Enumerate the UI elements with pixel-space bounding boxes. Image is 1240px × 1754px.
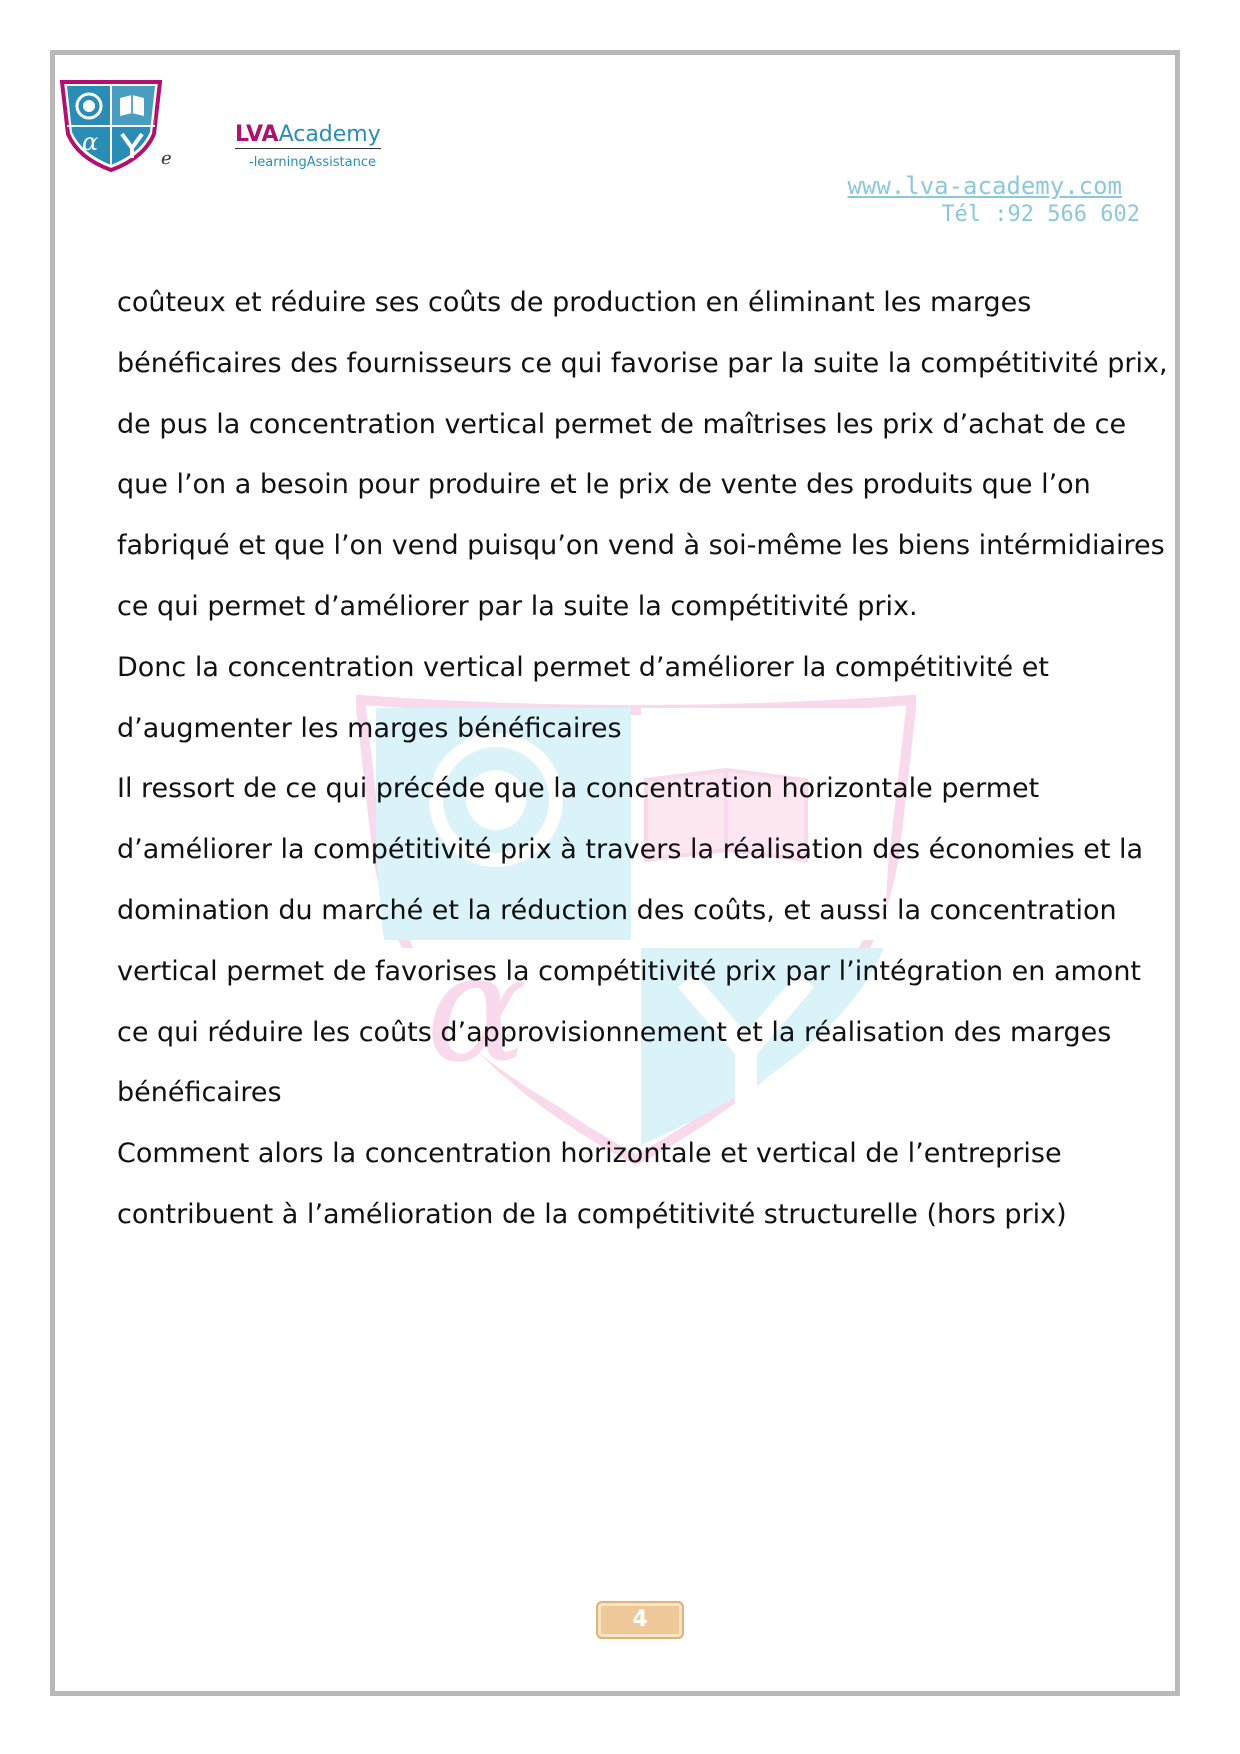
text-line: vertical permet de favorises la compétitivité prix par l’intégration en amont [117,955,1142,987]
text-line: de pus la concentration vertical permet de maîtrises les prix d’achat de ce [117,408,1127,440]
text-line: bénéficaires des fournisseurs ce qui favorise par la suite la compétitivité prix, [117,347,1168,379]
website-link[interactable]: www.lva-academy.com [847,172,1122,200]
svg-text:α: α [426,922,528,1096]
text-line: coûteux et réduire ses coûts de production en éliminant les marges [117,287,1032,318]
text-line: que l’on a besoin pour produire et le prix de vente des produits que l’on [117,469,1091,501]
text-line: ce qui réduire les coûts d’approvisionnement et la réalisation des marges [117,1016,1112,1048]
text-line: Il ressort de ce qui précéde que la concentration horizontale permet [117,773,1040,805]
brand-tagline: -learningAssistance [249,155,376,170]
page-number-badge: 4 [596,1601,684,1639]
text-line: fabriqué et que l’on vend puisqu’on vend à soi-même les biens intérmidiaires [117,530,1165,562]
text-line: domination du marché et la réduction des coûts, et aussi la concentration [117,894,1117,926]
text-line: bénéficaires [117,1077,282,1109]
academy-shield-logo [58,78,164,172]
brand-name-part2: Academy [278,122,381,147]
phone-number: Tél :92 566 602 [941,202,1140,227]
brand-name-part1: LVA [235,122,279,147]
text-line: d’augmenter les marges bénéficaires [117,712,622,744]
text-line: contribuent à l’amélioration de la compétitivité structurelle (hors prix) [117,1198,1067,1230]
text-line: d’améliorer la compétitivité prix à travers la réalisation des économies et la [117,834,1144,866]
text-line: Donc la concentration vertical permet d’améliorer la compétitivité et [117,651,1049,683]
text-line: ce qui permet d’améliorer par la suite la compétitivité prix. [117,590,918,622]
body-paragraphs [117,273,1177,1246]
brand-name [235,122,381,149]
text-line: Comment alors la concentration horizontale et vertical de l’entreprise [117,1138,1062,1170]
svg-text:α: α [82,128,99,156]
logo-e-letter: e [161,148,172,169]
